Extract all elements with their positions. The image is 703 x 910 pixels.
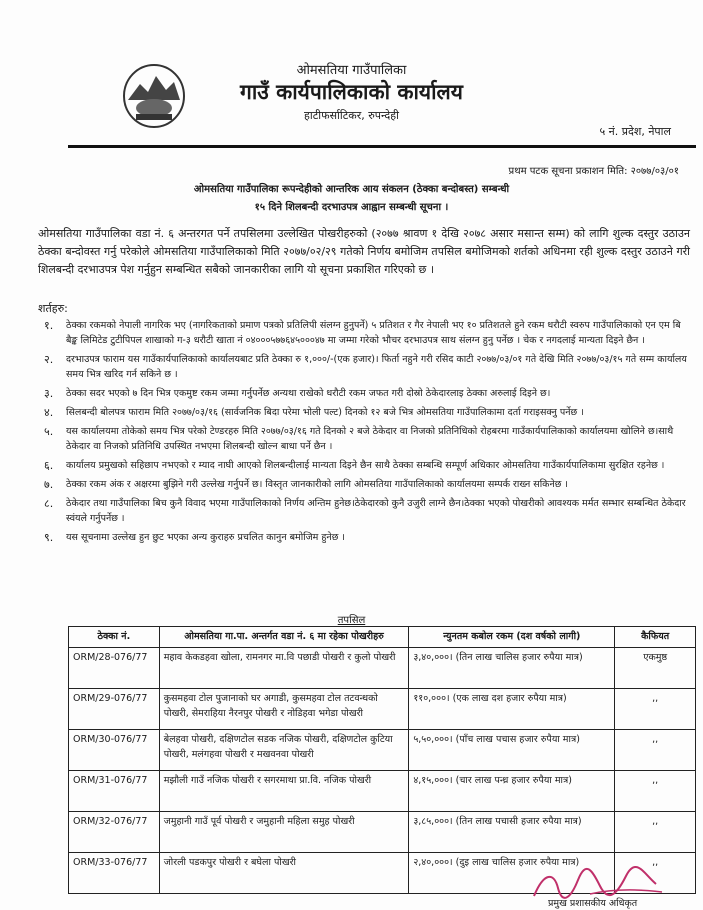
notice-subject-line2: १५ दिने शिलबन्दी दरभाउपत्र आह्वान सम्बन्धी सूचना । [254, 202, 449, 213]
condition-text: कार्यालय प्रमुखको सहिछाप नभएको र म्याद नाघी आएको शिलबन्दीलाई मान्यता दिइने छैन साथै ठेक्का सम्बन्धि सम्पूर्ण अधिकार ओमसतिया गाउँकार्यपालिकामा सुरक्षित रहनेछ । [66, 460, 665, 471]
notice-intro: ओमसतिया गाउँपालिका वडा नं. ६ अन्तरगत पर्ने तपसिलमा उल्लेखित पोखरीहरुको (२०७७ श्रावण १ देखि २०७८ असार मसान्त सम्म) को लागि शुल्क दस्तुर उठाउन ठेक्का बन्दोवस्त गर्नु परेकोले ओमसतिया गाउँपालिकाको मिति २०७७/०२/२९ गतेको निर्णय बमोजिम तपसिल बमोजिमको शर्तको अधिनमा रही शुल्क दस्तुर उठाउने गरी शिलबन्दी दरभाउपत्र पेश गर्नुहुन सम्बन्धित सबैको जानकारीका लागि यो सूचना प्रकाशित गरिएको छ । [38, 227, 690, 276]
condition-number: १. [44, 319, 54, 332]
condition-number: ५. [44, 425, 54, 438]
schedule-caption: तपसिल [337, 615, 366, 626]
condition-text: यस सूचनामा उल्लेख हुन छुट भएका अन्य कुराहरु प्रचलित कानुन बमोजिम हुनेछ । [66, 532, 345, 543]
min-bid-amount: ३,८५,०००। (तिन लाख पचासी हजार रुपैया मात्र) [409, 812, 615, 853]
condition-text: यस कार्यालयमा तोकेको समय भित्र परेको टेण्डरहरु मिति २०७७/०३/१६ गते दिनको २ बजे ठेकेदार वा निजको प्रतिनिधिको रोहबरमा गाउँकार्यपालिकाको कार्यालयमा खोलिने छ।साथै ठेकेदार वा निजको प्रतिनिधि उपस्थित नभएमा शिलबन्दी खोल्न बाधा पर्ने छैन । [66, 426, 674, 452]
table-row [69, 812, 696, 853]
condition-item [44, 458, 694, 473]
condition-number: ४. [44, 406, 54, 419]
condition-item [44, 477, 694, 492]
office-name: गाउँ कार्यपालिकाको कार्यालय [240, 80, 463, 104]
condition-number: २. [44, 353, 54, 366]
conditions-title: शर्तहरु: [38, 302, 68, 315]
publication-date: प्रथम पटक सूचना प्रकाशन मिति: २०७७/०३/०१ [508, 166, 679, 177]
min-bid-amount: ५,५०,०००। (पाँच लाख पचास हजार रुपैया मात्र) [409, 730, 615, 771]
signer-title: प्रमुख प्रशासकीय अधिकृत [548, 898, 638, 909]
condition-item [44, 352, 694, 382]
condition-text: ठेकेदार तथा गाउँपालिका बिच कुनै विवाद भएमा गाउँपालिकाको निर्णय अन्तिम हुनेछ।ठेकेदारको कुनै उजुरी लाग्ने छैन।ठेक्का भएको पोखरीको आवश्यक मर्मत सम्भार सम्बन्धित ठेकेदार स्वंयले गर्नुपर्नेछ । [66, 498, 686, 524]
condition-text: दरभाउपत्र फाराम यस गाउँकार्यपालिकाको कार्यालयबाट प्रति ठेक्का रु १,०००/-(एक हजार)। फिर्ता नहुने गरी रसिद काटी २०७७/०३/०१ गते देखि मिति २०७७/०३/१५ गते सम्म कार्यालय समय भित्र खरिद गर्न सकिने छ । [66, 354, 687, 380]
header-remarks: कैफियत [615, 627, 696, 648]
table-row [69, 771, 696, 812]
table-row [69, 648, 696, 689]
min-bid-amount: ४,१५,०००। (चार लाख पन्ध्र हजार रुपैया मात्र) [409, 771, 615, 812]
remark: ,, [615, 853, 696, 894]
conditions-list [44, 318, 694, 549]
remark: ,, [615, 812, 696, 853]
contract-code: ORM/30-076/77 [69, 730, 160, 771]
condition-number: ६. [44, 459, 54, 472]
municipality-name: ओमसतिया गाउँपालिका [296, 63, 407, 78]
condition-item [44, 386, 694, 401]
condition-number: ९. [44, 531, 54, 544]
table-header-row [69, 627, 696, 648]
contract-code: ORM/29-076/77 [69, 689, 160, 730]
condition-number: ८. [44, 497, 54, 510]
pond-names: महाव केकडहवा खोला, रामनगर मा.वि पछाडी पोखरी र कुलो पोखरी [159, 648, 409, 689]
table-row [69, 689, 696, 730]
pond-names: जमुहानी गाउँ पूर्व पोखरी र जमुहानी महिला समुह पोखरी [159, 812, 409, 853]
contract-code: ORM/28-076/77 [69, 648, 160, 689]
condition-number: ७. [44, 478, 54, 491]
office-address: हाटीफर्साटिकर, रुपन्देही [304, 109, 399, 122]
header-divider [68, 145, 696, 148]
pond-schedule-table [68, 626, 696, 894]
table-row [69, 730, 696, 771]
condition-text: ठेक्का रकमको नेपाली नागरिक भए (नागरिकताको प्रमाण पत्रको प्रतिलिपी संलग्न हुनुपर्ने) ५ प्रतिशत र गैर नेपाली भए १० प्रतिशतले हुने रकम धरौटी स्वरुप गाउँपालिकाको एन एम बि बैङ्क लिमिटेड टुटीपिपल शाखाको ग-३ धरौटी खाता नं ०४०००५७७६४५०००४७ मा जम्मा गरेको भौचर दरभाउपत्र साथ संलग्न हुनु पर्नेछ । चेक र नगदलाई मान्यता दिइने छैन । [66, 320, 681, 346]
notice-subject-line1: ओमसतिया गाउँपालिका रूपन्देहीको आन्तरिक आय संकलन (ठेक्का बन्दोबस्त) सम्बन्धी [193, 184, 510, 195]
header-ponds: ओमसतिया गा.पा. अन्तर्गत वडा नं. ६ मा रहेका पोखरीहरु [159, 627, 409, 648]
header-contract-no: ठेक्का नं. [69, 627, 160, 648]
pond-names: मझौली गाउँ नजिक पोखरी र सगरमाथा प्रा.वि. नजिक पोखरी [159, 771, 409, 812]
province-label: ५ नं. प्रदेश, नेपाल [599, 125, 671, 138]
condition-item [44, 424, 694, 454]
condition-item [44, 318, 694, 348]
min-bid-amount: ११०,०००। (एक लाख दश हजार रुपैया मात्र) [409, 689, 615, 730]
pond-names: जोरली पडकपुर पोखरी र बघेला पोखरी [159, 853, 409, 894]
condition-number: ३. [44, 387, 54, 400]
condition-item [44, 405, 694, 420]
condition-text: ठेक्का रकम अंक र अक्षरमा बुझिने गरी उल्लेख गर्नुपर्ने छ। विस्तृत जानकारीको लागि ओमसतिया गाउँपालिकाको कार्यालयमा सम्पर्क राख्न सकिनेछ । [66, 479, 569, 490]
contract-code: ORM/32-076/77 [69, 812, 160, 853]
remark: एकमुष्ठ [615, 648, 696, 689]
header-min-bid: न्युनतम कबोल रकम (दश वर्षको लागी) [409, 627, 615, 648]
min-bid-amount: ३,४०,०००। (तिन लाख चालिस हजार रुपैया मात्र) [409, 648, 615, 689]
pond-names: बेलहवा पोखरी, दक्षिणटोल सडक नजिक पोखरी, दक्षिणटोल कुटिया पोखरी, मलंगहवा पोखरी र मखवनवा पोखरी [159, 730, 409, 771]
remark: ,, [615, 730, 696, 771]
remark: ,, [615, 689, 696, 730]
condition-text: ठेक्का सदर भएको ७ दिन भित्र एकमुष्ट रकम जम्मा गर्नुपर्नेछ अन्यथा राखेको धरौटी रकम जफत गरी दोस्रो ठेकेदारलाइ ठेक्का अरुलाई दिइने छ। [66, 388, 551, 399]
contract-code: ORM/31-076/77 [69, 771, 160, 812]
condition-item [44, 496, 694, 526]
condition-item [44, 530, 694, 545]
remark: ,, [615, 771, 696, 812]
min-bid-amount: २,४०,०००। (दुइ लाख चालिस हजार रुपैया मात्र) [409, 853, 615, 894]
contract-code: ORM/33-076/77 [69, 853, 160, 894]
pond-names: कुसमहवा टोल पुजानाको घर अगाडी, कुसमहवा टोल तटवन्धको पोखरी, सेमराहिया नैरनपुर पोखरी र नोडिहवा भगेडा पोखरी [159, 689, 409, 730]
condition-text: सिलबन्दी बोलपत्र फाराम मिति २०७७/०३/१६ (सार्वजनिक बिदा परेमा भोली पल्ट) दिनको १२ बजे भित्र ओमसतिया गाउँपालिकामा दर्ता गराइसक्नु पर्नेछ । [66, 407, 584, 418]
